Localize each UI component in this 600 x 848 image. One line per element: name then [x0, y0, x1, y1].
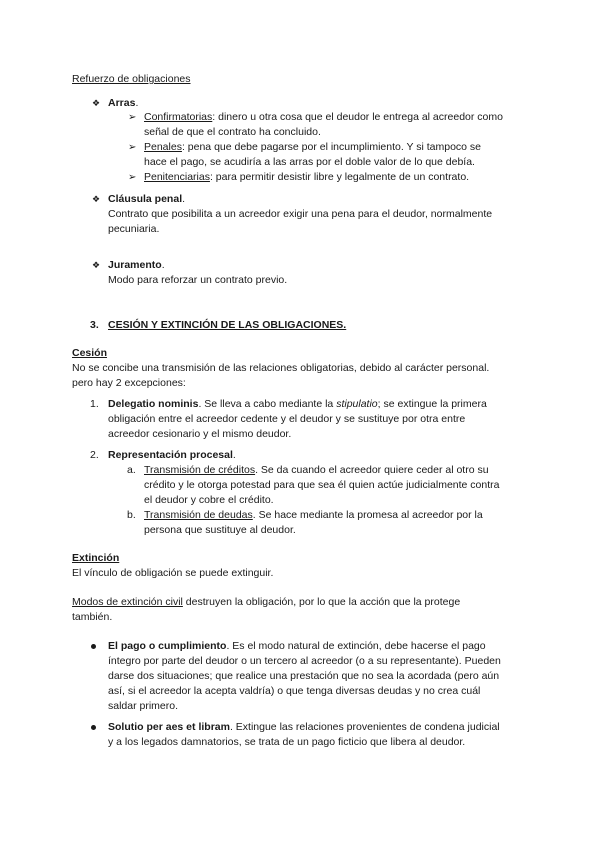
sublist-label: b. [127, 509, 136, 521]
transmision-deudas-text: . Se hace mediante la promesa al acreedor por la [252, 509, 483, 521]
delegatio-title: Delegatio nominis [108, 398, 199, 410]
stipulatio-term: stipulatio [336, 398, 378, 410]
arras-text: : dinero u otra cosa que el deudor le entrega al acreedor como [212, 111, 503, 123]
arras-term: Penales [144, 141, 182, 153]
transmision-creditos-term: Transmisión de créditos [144, 464, 256, 476]
modos-line-1 [72, 595, 460, 610]
extincion-text: El vínculo de obligación se puede extinguir. [72, 567, 274, 579]
diamond-bullet-icon: ❖ [92, 260, 101, 270]
delegatio-text: ; se extingue la primera [377, 398, 487, 410]
delegatio-line-1 [108, 397, 487, 412]
bullet-dot-icon [91, 639, 97, 654]
arras-term: Penitenciarias [144, 171, 210, 183]
pago-title: El pago o cumplimiento [108, 640, 227, 652]
pago-line-4: así, si el acreedor la acepta valdría) o que tenga diversas deudas y no crea cuál [108, 685, 481, 697]
transmision-deudas-line-2: persona que sustituye al deudor. [144, 524, 296, 536]
representacion-title: Representación procesal [108, 449, 233, 461]
cesion-intro-1: No se concibe una transmisión de las relaciones obligatorias, debido al carácter personal. [72, 362, 490, 374]
delegatio-text: . Se lleva a cabo mediante la [198, 398, 337, 410]
arras-title: Arras [108, 97, 136, 109]
arrow-bullet-icon: ➢ [128, 112, 137, 123]
clausula-heading: Cláusula penal. [108, 193, 186, 205]
solutio-text: . Extingue las relaciones provenientes de condena judicial [229, 721, 500, 733]
pago-line-5: saldar primero. [108, 700, 179, 712]
delegatio-line-3: acreedor cesionario y el mismo deudor. [108, 428, 292, 440]
arrow-bullet-icon: ➢ [128, 172, 137, 183]
diamond-bullet-icon: ❖ [92, 98, 101, 108]
transmision-deudas-term: Transmisión de deudas [144, 509, 253, 521]
juramento-title: Juramento [108, 259, 162, 271]
section-title-refuerzo: Refuerzo de obligaciones [72, 73, 191, 85]
representacion-heading: Representación procesal. [108, 449, 236, 461]
arras-heading: Arras. [108, 97, 139, 109]
transmision-deudas-line-1 [144, 508, 483, 523]
diamond-bullet-icon: ❖ [92, 194, 101, 204]
arras-item-penales-cont: hace el pago, se acudiría a las arras por el doble valor de lo que debía. [144, 156, 475, 168]
transmision-creditos-line-2: crédito y le otorga potestad para que sea él quien actúe judicialmente contra [144, 479, 500, 491]
clausula-title: Cláusula penal [108, 193, 183, 205]
transmision-creditos-line-1 [144, 463, 489, 478]
juramento-heading: Juramento. [108, 259, 165, 271]
delegatio-line-2: obligación entre el acreedor cedente y el deudor y se sustituye por otra entre [108, 413, 466, 425]
arras-text: : para permitir desistir libre y legalmente de un contrato. [209, 171, 470, 183]
sublist-label: a. [127, 464, 136, 476]
solutio-line-1 [108, 720, 500, 735]
list-number: 2. [90, 449, 99, 461]
cesion-intro-2: pero hay 2 excepciones: [72, 377, 186, 389]
modos-text: destruyen la obligación, por lo que la acción que la protege [182, 596, 461, 608]
solutio-line-2: y a los legados damnatorios, se trata de un pago ficticio que libera al deudor. [108, 736, 466, 748]
solutio-title: Solutio per aes et libram [108, 721, 230, 733]
modos-extincion-term: Modos de extinción civil [72, 596, 183, 608]
arras-item-penitenciarias [144, 170, 469, 185]
pago-line-1 [108, 639, 486, 654]
clausula-text-1: Contrato que posibilita a un acreedor exigir una pena para el deudor, normalmente [108, 208, 493, 220]
arras-text: : pena que debe pagarse por el incumplimiento. Y si tampoco se [181, 141, 482, 153]
section-title: CESIÓN Y EXTINCIÓN DE LAS OBLIGACIONES. [108, 319, 347, 331]
modos-line-2: también. [72, 611, 113, 623]
arras-item-confirmatorias [144, 110, 503, 125]
arras-term: Confirmatorias [144, 111, 213, 123]
extincion-heading: Extinción [72, 552, 120, 564]
juramento-text: Modo para reforzar un contrato previo. [108, 274, 288, 286]
arras-item-confirmatorias-cont: señal de que el contrato ha concluido. [144, 126, 321, 138]
transmision-creditos-line-3: el deudor y cobre el crédito. [144, 494, 274, 506]
bullet-dot-icon [91, 720, 97, 735]
clausula-text-2: pecuniaria. [108, 223, 160, 235]
section-number: 3. [90, 319, 99, 331]
arrow-bullet-icon: ➢ [128, 142, 137, 153]
list-number: 1. [90, 398, 99, 410]
pago-line-3: darse dos situaciones; que realice una prestación que no sea la acordada (pero aún [108, 670, 500, 682]
arras-item-penales [144, 140, 481, 155]
pago-text: . Es el modo natural de extinción, debe hacerse el pago [226, 640, 486, 652]
cesion-heading: Cesión [72, 347, 108, 359]
transmision-creditos-text: . Se da cuando el acreedor quiere ceder al otro su [255, 464, 489, 476]
pago-line-2: íntegro por parte del deudor o un tercero al acreedor (o a su representante). Pueden [108, 655, 501, 667]
